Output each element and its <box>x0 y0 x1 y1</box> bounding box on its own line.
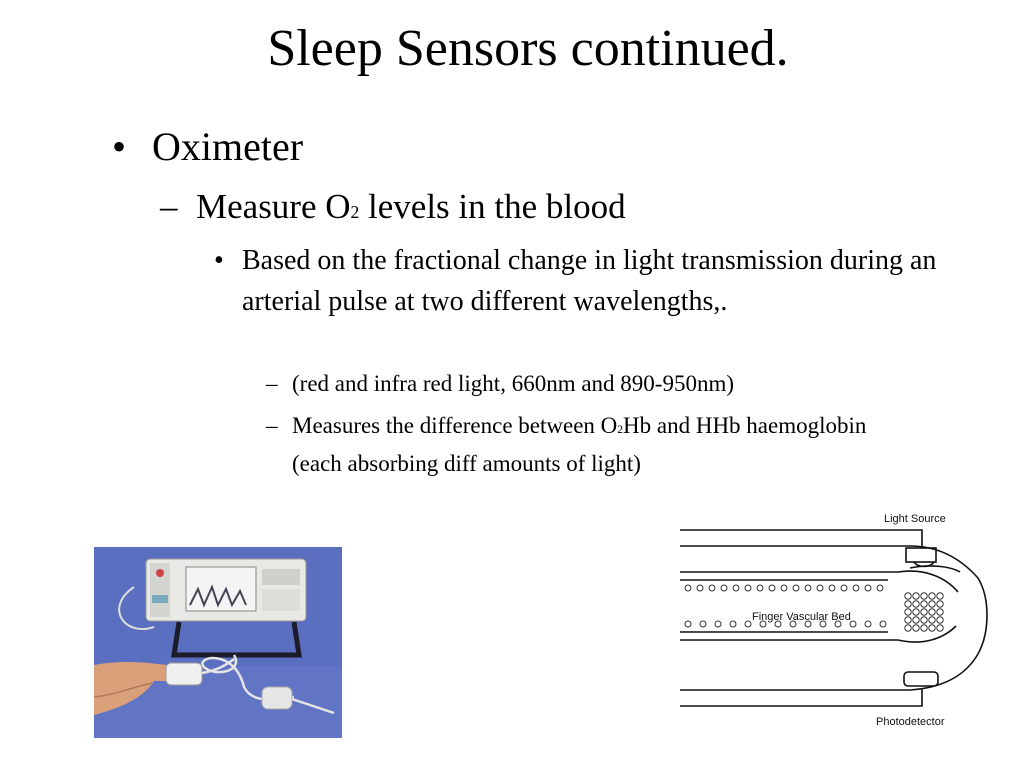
capillary-dot <box>913 617 919 623</box>
capillary-dot <box>913 625 919 631</box>
capillary-dot <box>913 601 919 607</box>
capillary-dot <box>929 593 935 599</box>
capillary-dot <box>817 585 823 591</box>
capillary-dot <box>937 617 943 623</box>
capillary-dot <box>905 617 911 623</box>
capillary-dot <box>709 585 715 591</box>
capillary-dot <box>757 585 763 591</box>
bullet-text <box>292 409 906 481</box>
capillary-dot <box>929 617 935 623</box>
text-part: Hb and HHb haemoglobin (each absorbing diff amounts of light) <box>292 413 867 476</box>
capillary-dot <box>929 609 935 615</box>
capillary-dot <box>685 585 691 591</box>
capillary-dot <box>697 585 703 591</box>
capillary-dot <box>905 625 911 631</box>
capillary-dot <box>921 601 927 607</box>
capillary-dot <box>880 621 886 627</box>
capillary-dot <box>715 621 721 627</box>
subscript: 2 <box>350 202 360 222</box>
capillary-dot <box>793 585 799 591</box>
bullet-text: (red and infra red light, 660nm and 890-950nm) <box>292 371 734 396</box>
bullet-haemoglobin <box>266 409 906 481</box>
bullet-fractional-change <box>214 240 974 322</box>
capillary-dot <box>745 621 751 627</box>
text-part: Measures the difference between O <box>292 413 618 438</box>
capillary-dot <box>913 593 919 599</box>
bullet-text: Based on the fractional change in light transmission during an arterial pulse at two different wavelengths,. <box>242 245 937 317</box>
capillary-dot <box>733 585 739 591</box>
bullet-oximeter <box>112 124 303 170</box>
capillary-dot <box>685 621 691 627</box>
capillary-dot <box>781 585 787 591</box>
capillary-dot <box>850 621 856 627</box>
capillary-dot <box>853 585 859 591</box>
capillary-dot <box>921 593 927 599</box>
capillary-dot <box>929 625 935 631</box>
slide-title: Sleep Sensors continued. <box>267 20 789 77</box>
finger-vascular-bed-diagram <box>678 508 988 730</box>
capillary-dot <box>937 601 943 607</box>
capillary-dot <box>805 585 811 591</box>
capillary-dot <box>937 593 943 599</box>
oximeter-photo <box>94 547 342 738</box>
capillary-dot <box>937 625 943 631</box>
capillary-dot <box>730 621 736 627</box>
capillary-dot <box>841 585 847 591</box>
oximeter-illustration <box>94 547 342 738</box>
light-source-label: Light Source <box>884 513 946 525</box>
capillary-dot <box>829 585 835 591</box>
capillary-dot <box>937 609 943 615</box>
capillary-dot <box>865 621 871 627</box>
dash-marker: – <box>266 413 278 438</box>
subscript: 2 <box>617 424 624 436</box>
capillary-dot <box>921 625 927 631</box>
bullet-wavelengths <box>266 367 906 401</box>
bullet-text <box>196 186 626 233</box>
text-part: Measure O <box>196 187 351 226</box>
capillary-dot <box>929 601 935 607</box>
capillary-dot <box>721 585 727 591</box>
capillary-dot <box>905 593 911 599</box>
capillary-dot <box>905 609 911 615</box>
capillary-dot <box>921 609 927 615</box>
bullet-text: Oximeter <box>152 124 304 169</box>
dash-marker: – <box>266 371 278 396</box>
capillary-dot <box>745 585 751 591</box>
capillary-dot <box>700 621 706 627</box>
capillary-dot <box>877 585 883 591</box>
capillary-dot <box>921 617 927 623</box>
capillary-dot <box>769 585 775 591</box>
dash-marker: – <box>160 187 178 226</box>
capillary-dot <box>905 601 911 607</box>
bullet-marker: • <box>214 245 224 276</box>
bullet-measure-o2 <box>160 186 626 233</box>
capillary-dot <box>865 585 871 591</box>
photodetector-label: Photodetector <box>876 716 945 728</box>
text-part: levels in the blood <box>359 187 626 226</box>
vascular-bed-label: Finger Vascular Bed <box>752 611 851 623</box>
bullet-marker: • <box>112 124 127 169</box>
capillary-dot <box>913 609 919 615</box>
